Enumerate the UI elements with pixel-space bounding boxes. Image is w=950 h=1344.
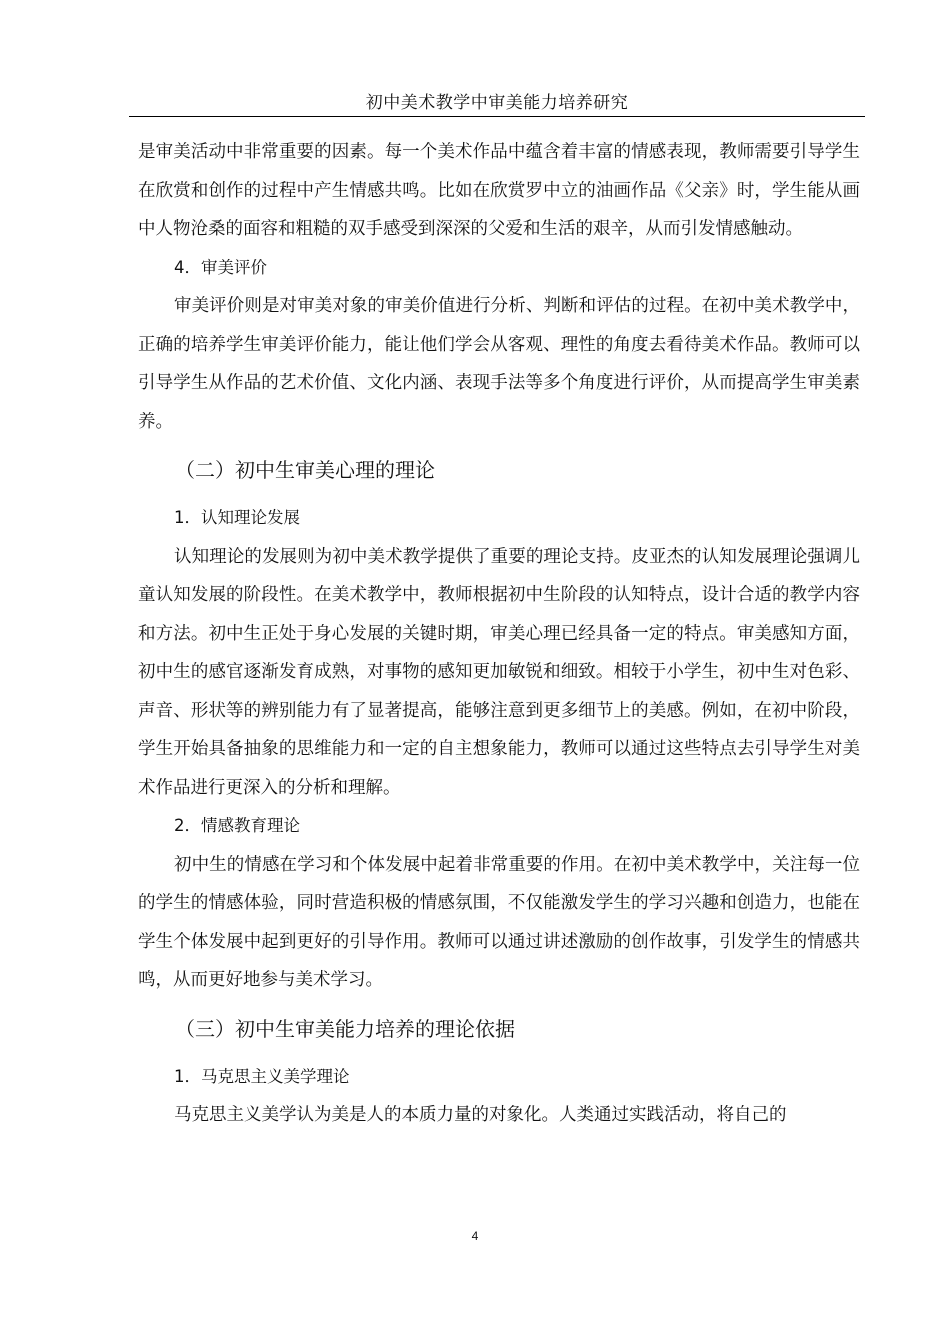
section-heading-theoretical-basis: （三）初中生审美能力培养的理论依据 [175, 1016, 515, 1041]
paragraph-cognitive-theory: 认知理论的发展则为初中美术教学提供了重要的理论支持。皮亚杰的认知发展理论强调儿童认知发展的阶段性。在美术教学中，教师根据初中生阶段的认知特点，设计合适的教学内容和方法。初中生正处于身心发展的关键时期，审美心理已经具备一定的特点。审美感知方面，初中生的感官逐渐发育成熟，对事物的感知更加敏锐和细致。相较于小学生，初中生对色彩、声音、形状等的辨别能力有了显著提高，能够注意到更多细节上的美感。例如，在初中阶段，学生开始具备抽象的思维能力和一定的自主想象能力，教师可以通过这些特点去引导学生对美术作品进行更深入的分析和理解。 [138, 546, 860, 798]
page-number: 4 [471, 1229, 479, 1243]
paragraph-emotional-education: 初中生的情感在学习和个体发展中起着非常重要的作用。在初中美术教学中，关注每一位的学生的情感体验，同时营造积极的情感氛围，不仅能激发学生的学习兴趣和创造力，也能在学生个体发展中起到更好的引导作用。教师可以通过讲述激励的创作故事，引发学生的情感共鸣，从而更好地参与美术学习。 [138, 854, 860, 990]
subheading-marxist-aesthetics: 1．马克思主义美学理论 [174, 1066, 350, 1086]
header-rule [129, 116, 865, 117]
paragraph-emotion-continued: 是审美活动中非常重要的因素。每一个美术作品中蕴含着丰富的情感表现，教师需要引导学生在欣赏和创作的过程中产生情感共鸣。比如在欣赏罗中立的油画作品《父亲》时，学生能从画中人物沧桑的面容和粗糙的双手感受到深深的父爱和生活的艰辛，从而引发情感触动。 [138, 142, 860, 239]
running-header: 初中美术教学中审美能力培养研究 [365, 93, 629, 113]
section-heading-psychology-theory: （二）初中生审美心理的理论 [175, 458, 435, 482]
subheading-cognitive-theory: 1．认知理论发展 [174, 508, 300, 527]
page-body [138, 133, 860, 1135]
paragraph-aesthetic-evaluation: 审美评价则是对审美对象的审美价值进行分析、判断和评估的过程。在初中美术教学中，正确的培养学生审美评价能力，能让他们学会从客观、理性的角度去看待美术作品。教师可以引导学生从作品的艺术价值、文化内涵、表现手法等多个角度进行评价，从而提高学生审美素养。 [138, 296, 860, 432]
subheading-aesthetic-evaluation: 4．审美评价 [174, 257, 267, 277]
paragraph-marxist-aesthetics: 马克思主义美学认为美是人的本质力量的对象化。人类通过实践活动，将自己的 [174, 1105, 787, 1125]
subheading-emotional-education: 2．情感教育理论 [174, 816, 300, 835]
